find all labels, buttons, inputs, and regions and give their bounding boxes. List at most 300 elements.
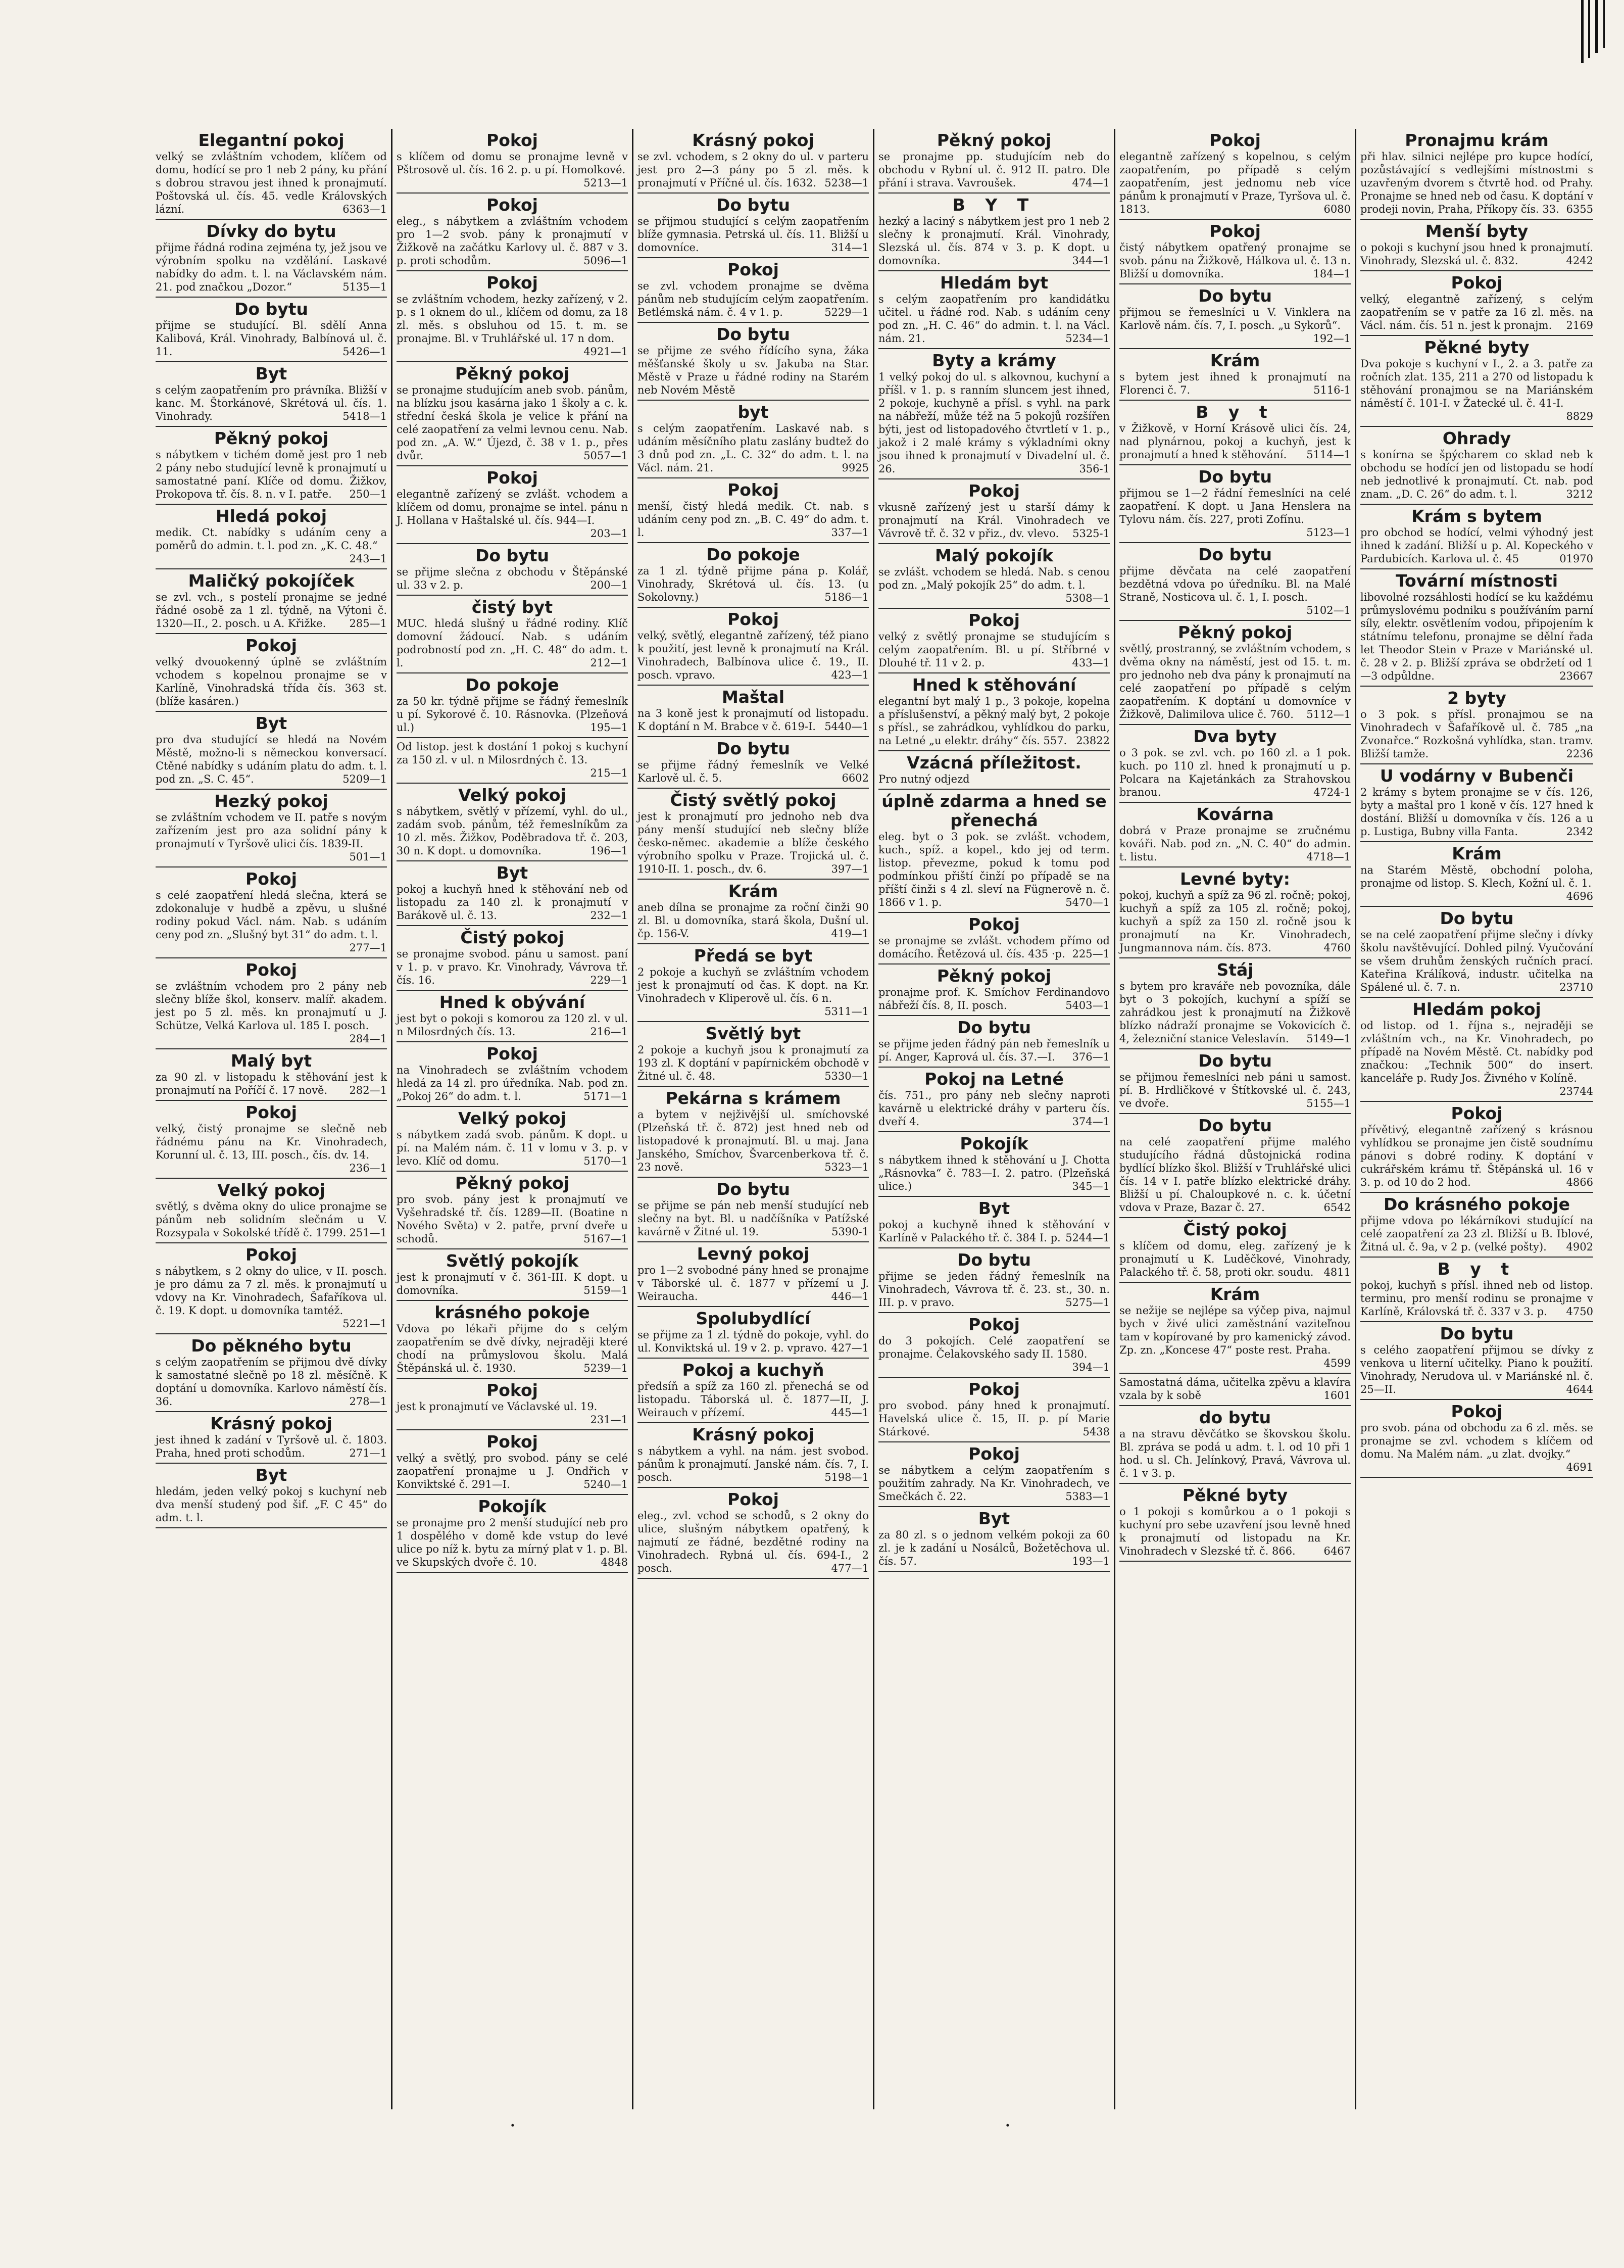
ad-body: [156, 1265, 387, 1330]
ad-text: jest k pronajmutí ve Václavské ul. 19.: [397, 1401, 598, 1413]
ad-text: přijme vdova po lékárníkovi studující na celé zaopatření za 23 zl. Bližší u B. Iblové, Žitná ul. č. 9a, v 2 p. (velké pošty).: [1360, 1215, 1593, 1253]
ad-reference-number: 397—1: [831, 863, 869, 875]
ad-body: [397, 740, 628, 780]
classified-ad: [1360, 336, 1593, 427]
ad-text: s klíčem od domu se pronajme levně v Pštrosově ul. čís. 16 2. p. u pí. Homolkové.: [397, 151, 628, 176]
ad-title: Byty a krámy: [932, 351, 1056, 370]
ad-title: Do bytu: [716, 195, 790, 215]
classified-ad: [397, 271, 628, 362]
ad-reference-number: 5234—1: [1065, 332, 1110, 345]
ad-reference-number: 5239—1: [583, 1362, 628, 1374]
ad-body: [156, 1485, 387, 1524]
ad-body: [397, 1064, 628, 1103]
ad-body: [637, 1380, 869, 1419]
ad-body: [878, 1334, 1110, 1374]
classified-ad: [637, 944, 869, 1022]
ad-body: [1360, 1421, 1593, 1474]
classified-ad: [397, 1042, 628, 1107]
ad-body: [637, 629, 869, 682]
classified-ad: [1360, 1102, 1593, 1193]
ad-title: Pěkný pokoj: [455, 364, 570, 383]
ad-body: [156, 733, 387, 786]
classified-ad: [1119, 1374, 1351, 1406]
ad-title: Levné byty:: [1180, 869, 1290, 889]
ad-reference-number: 5159—1: [583, 1284, 628, 1296]
ad-title: Malý byt: [230, 1051, 312, 1071]
ad-reference-number: 5308—1: [1065, 592, 1110, 604]
ad-reference-number: 200—1: [590, 579, 628, 591]
ad-text: přijme se jeden řádný řemeslník na Vinohradech, Vávrova tř. č. 23. st., 30. n. III. p. v pravo.: [878, 1270, 1110, 1309]
ad-reference-number: 8829: [1566, 410, 1593, 422]
classified-ad: [1360, 764, 1593, 842]
ad-body: [156, 526, 387, 565]
ad-text: s nábytkem v tichém domě jest pro 1 neb 2 pány nebo studující levně k pronajmutí u samostatné paní. Klíče od domu. Žižkov, Prokopova tř. čís. 8. n. v I. patře.: [156, 449, 387, 500]
ad-title: Pokojík: [960, 1134, 1028, 1153]
ad-reference-number: 477—1: [831, 1562, 869, 1574]
ad-body: [156, 150, 387, 216]
ad-body: [1119, 487, 1351, 539]
ad-reference-number: 5229—1: [824, 306, 869, 318]
classified-ad: [878, 913, 1110, 964]
ad-body: [397, 1012, 628, 1038]
ad-text: přijmou se 1—2 řádní řemeslníci na celé zaopatření. K dopt. u Jana Henslera na Tylovu nám. čís. 227, proti Zofínu.: [1119, 487, 1351, 525]
ad-title: Hledám byt: [940, 273, 1048, 293]
ad-text: s nábytkem zadá svob. pánům. K dopt. u pí. na Malém nám. č. 11 v lomu v 3. p. v levo. Klíč od domu.: [397, 1129, 628, 1167]
ad-title: Pokoj: [486, 273, 538, 293]
ad-text: v Žižkově, v Horní Krásově ulici čís. 24, nad plynárnou, pokoj a kuchyň, jest k pronajmutí a hned k stěhování.: [1119, 422, 1351, 461]
ad-title: Hezký pokoj: [214, 791, 328, 811]
ad-title: Pokoj: [245, 1102, 297, 1122]
classified-ad: [1119, 725, 1351, 803]
ad-reference-number: 5426—1: [342, 346, 387, 358]
classified-ad: [156, 1179, 387, 1243]
ad-text: pro obchod se hodící, velmi výhodný jest ihned k zadání. Bližší u p. Al. Kopeckého v Pardubicích. Karlova ul. č. 45: [1360, 526, 1593, 565]
ad-body: [637, 1043, 869, 1083]
classified-ad: [397, 1495, 628, 1573]
ad-text: eleg., zvl. vchod se schodů, s 2 okny do ulice, slušným nábytkem opatřený, k najmutí ze řádné, bezdětné rodiny na Vinohradech. Rybná ul. čís. 694-I., 2 posch.: [637, 1510, 869, 1574]
classified-ad: [878, 1068, 1110, 1132]
ad-title: Do bytu: [1198, 1051, 1272, 1071]
ad-body: [878, 215, 1110, 267]
ad-reference-number: 6355: [1566, 203, 1593, 215]
classified-ad: [397, 362, 628, 466]
classified-ad: [878, 609, 1110, 673]
ad-text: s celým zaopatřením pro kandidátku učitel. u řádné rod. Nab. s udáním ceny pod zn. „H. C. 46“ do admin. t. l. na Václ. nám. 21.: [878, 293, 1110, 345]
ad-reference-number: 23710: [1559, 981, 1593, 993]
ad-title: Pokoj: [486, 468, 538, 488]
ad-reference-number: 2342: [1566, 826, 1593, 838]
classified-ad: [637, 129, 869, 194]
ad-title: Byt: [255, 1465, 287, 1485]
ad-reference-number: 423—1: [831, 669, 869, 681]
ad-text: za 50 kr. týdně přijme se řádný řemeslník u pí. Sykorové č. 10. Rásnovka. (Plzeňová ul.): [397, 695, 628, 734]
ad-text: s nábytkem, s 2 okny do ulice, v II. posch. je pro dámu za 7 zl. měs. k pronajmutí u vdovy na Kr. Vinohradech, Šafaříkova ul. č. 19. K dopt. u domovníka tamtéž.: [156, 1265, 387, 1317]
ad-reference-number: 446—1: [831, 1290, 869, 1302]
ad-title: Levný pokoj: [697, 1244, 810, 1264]
ad-reference-number: 5112—1: [1306, 708, 1351, 720]
ad-text: velký a světlý, pro svobod. pány se celé zaopatření pronajme u J. Ondřich v Konviktské č. 291—I.: [397, 1452, 628, 1490]
ad-reference-number: 4811: [1323, 1266, 1351, 1278]
classified-ad: [397, 544, 628, 596]
ad-text: s konírna se špýcharem co sklad neb k obchodu se hodící jen od listopadu se hodí neb jednotlivé k pronajmutí. Ct. nab. pod znam. „D. C. 26“ do adm. t. l.: [1360, 449, 1593, 500]
ad-title: Předá se byt: [694, 946, 813, 966]
classified-ad: [1119, 1484, 1351, 1562]
ad-body: [637, 1108, 869, 1174]
ad-text: aneb dílna se pronajme za roční činži 90 zl. Bl. u domovníka, stará škola, Dušní ul. čp. 156-V.: [637, 901, 869, 940]
ad-text: se zvl. vchodem, s 2 okny do ul. v parteru jest pro 2—3 pány po 5 zl. měs. k pronajmutí v Příčné ul. čís. 1632.: [637, 151, 869, 189]
ad-title: Do pokoje: [706, 545, 800, 564]
ad-text: se nábytkem a celým zaopatřením s použitím zahrady. Na Kr. Vinohradech, ve Smečkách č. 22.: [878, 1464, 1110, 1503]
ad-text: se přijme řádný řemeslník ve Velké Karlově ul. č. 5.: [637, 759, 869, 784]
ad-text: světlý, prostranný, se zvláštním vchodem, s dvěma okny na náměstí, jest od 15. t. m. pro jednoho neb dva pány k pronajmutí na celé zaopatření po případě s celým zaopatřením. K doptání u domovníce v Žižkově, Dalimilova ulice č. 760.: [1119, 643, 1351, 720]
ad-text: Vdova po lékaři přijme do s celým zaopatřením se dvě dívky, nejraději které chodí na průmyslovou školu. Malá Štěpánská ul. č. 1930.: [397, 1323, 628, 1374]
ad-text: se pronajme svobod. pánu u samost. paní v 1. p. v pravo. Kr. Vinohrady, Vávrova tř. čís. 16.: [397, 948, 628, 986]
ad-body: [878, 1528, 1110, 1568]
ad-reference-number: 345—1: [1072, 1180, 1110, 1192]
ad-text: se přijme slečna z obchodu v Štěpánské ul. 33 v 2. p.: [397, 566, 628, 591]
ad-text: s nábytkem a vyhl. na nám. jest svobod. pánům k pronajmutí. Janské nám. čís. 7, I. posch.: [637, 1445, 869, 1483]
top-corner-marks: [1581, 0, 1611, 66]
classified-ad: [397, 1249, 628, 1301]
ad-body: [397, 1452, 628, 1491]
ad-title: Krásný pokoj: [692, 130, 814, 150]
bottom-mark: ·: [510, 2117, 515, 2134]
ad-body: [397, 1193, 628, 1245]
classified-ad: [156, 790, 387, 867]
ad-title: Pokoj: [727, 260, 779, 279]
ad-title: Pokoj: [968, 481, 1020, 501]
ad-title: Pokoj: [727, 480, 779, 500]
ad-title: Pěkný pokoj: [455, 1173, 570, 1193]
ad-reference-number: 284—1: [349, 1033, 387, 1045]
classified-ad: [1119, 543, 1351, 621]
ad-reference-number: 250—1: [349, 488, 387, 500]
ad-text: eleg., s nábytkem a zvláštním vchodem pro 1—2 svob. pány k pronajmutí v Žižkově na začátku Karlovy ul. č. 887 v 3. p. proti schodům.: [397, 215, 628, 267]
ad-body: [156, 1356, 387, 1408]
ad-body: [156, 655, 387, 708]
ad-reference-number: 212—1: [590, 657, 628, 669]
ad-body: [1360, 708, 1593, 760]
ad-title: Světlý byt: [705, 1024, 801, 1043]
ad-body: [637, 150, 869, 189]
ad-body: [156, 383, 387, 423]
classified-ad: [397, 129, 628, 194]
ad-text: velký, elegantně zařízený, s celým zaopatřením se v patře za 16 zl. měs. na Václ. nám. čís. 51 n. jest k pronajm.: [1360, 293, 1593, 331]
ad-reference-number: 4599: [1323, 1357, 1351, 1369]
ad-title: Velký pokoj: [458, 785, 566, 805]
ad-reference-number: 314—1: [831, 242, 869, 254]
classified-ad: [878, 349, 1110, 479]
ad-text: přijmou se řemeslníci u V. Vinklera na Karlově nám. čís. 7, I. posch. „u Sykorů“.: [1119, 306, 1351, 331]
ad-title: Do krásného pokoje: [1384, 1194, 1570, 1214]
ad-title: Dva byty: [1193, 727, 1277, 746]
classified-ad: [637, 478, 869, 543]
ad-text: se na celé zaopatření přijme slečny i dívky školu navštěvující. Dohled pilný. Vyučování se všem druhům ženských ručních prací. Kateřina Králíková, industr. učitelka na Spálené ul. č. 7. n.: [1360, 929, 1593, 993]
ad-body: [878, 150, 1110, 189]
ad-title: Pěkné byty: [1182, 1485, 1288, 1505]
ad-text: přijme děvčata na celé zaopatření bezdětná vdova po úředníku. Bl. na Malé Straně, Nosticova ul. č. 1, I. posch.: [1119, 565, 1351, 603]
bottom-mark: ·: [1005, 2117, 1010, 2134]
classified-ad: [1119, 621, 1351, 725]
ad-title: Světlý pokojík: [446, 1251, 579, 1271]
ad-body: [878, 1089, 1110, 1128]
ad-reference-number: 1601: [1323, 1389, 1351, 1402]
ad-title: Pokoj: [486, 1044, 538, 1064]
ad-title: Čistý světlý pokoj: [670, 790, 836, 810]
classified-ad: [637, 401, 869, 478]
classified-ad: [878, 479, 1110, 544]
ad-reference-number: 232—1: [590, 909, 628, 922]
ad-body: [156, 1122, 387, 1175]
classified-ad: [878, 129, 1110, 194]
ad-reference-number: 5403—1: [1065, 999, 1110, 1011]
ad-text: se zvlášt. vchodem se hledá. Nab. s cenou pod zn. „Malý pokojík 25“ do adm. t. l.: [878, 566, 1110, 591]
ad-text: 2 pokoje a kuchyň jsou k pronajmutí za 193 zl. K doptání v papírnickém obchodě v Žitné ul. č. 48.: [637, 1044, 869, 1082]
classified-ad: [637, 880, 869, 944]
classified-ad: [156, 505, 387, 569]
classified-ad: [397, 1430, 628, 1495]
classified-ad: [637, 789, 869, 880]
ad-text: vkusně zařízený jest u starší dámy k pronajmutí na Král. Vinohradech ve Vávrově tř. č. 32 v přiz., dv. vlevo.: [878, 501, 1110, 540]
classified-ad: [1360, 1193, 1593, 1258]
ad-text: pokoj, kuchyň a spíž za 96 zl. ročně; pokoj, kuchyň a spíž za 105 zl. ročně; pokoj, kuchyň a spíž za 150 zl. ročně jsou k pronajmutí na Kr. Vinohradech, Jungmannova nám. čís. 873.: [1119, 889, 1351, 954]
ad-body: [1360, 928, 1593, 994]
ad-title: Vzácná příležitost.: [907, 753, 1081, 773]
classified-ad: [637, 1488, 869, 1579]
classified-ad: [397, 194, 628, 271]
ad-reference-number: 4760: [1323, 942, 1351, 954]
ad-column: [633, 129, 874, 2109]
ad-text: jest k pronajmutí v č. 361-III. K dopt. u domovníka.: [397, 1271, 628, 1296]
ad-body: [637, 215, 869, 254]
classified-ad: [878, 1378, 1110, 1442]
classified-ad: [1119, 401, 1351, 465]
ad-reference-number: 427—1: [831, 1342, 869, 1354]
ad-title: Hned k stěhování: [912, 675, 1076, 695]
ad-body: [1360, 1123, 1593, 1189]
ad-reference-number: 4724-1: [1313, 786, 1351, 798]
ad-title: Pokoj: [727, 1489, 779, 1509]
ad-body: [397, 150, 628, 189]
classified-ad: [156, 1412, 387, 1464]
ad-reference-number: 4866: [1566, 1176, 1593, 1188]
ad-title: Do pokoje: [465, 675, 559, 695]
ad-text: velký, čistý pronajme se slečně neb řádnému pánu na Kr. Vinohradech, Korunní ul. č. 13, III. posch., čís. dv. 14.: [156, 1123, 387, 1161]
ad-text: a na stravu děvčátko se škovskou školu. Bl. zpráva se podá u adm. t. l. od 10 při 1 hod. u sl. Ch. Jelínkový, Pravá, Vávrova ul. č. 1 v 3. p.: [1119, 1428, 1351, 1479]
classified-ad: [1119, 1218, 1351, 1283]
classified-ad: [397, 1379, 628, 1430]
ad-body: [1119, 1505, 1351, 1558]
ad-body: [397, 1128, 628, 1168]
classified-ad: [878, 1197, 1110, 1248]
ad-title: Dívky do bytu: [206, 221, 336, 241]
ad-reference-number: 445—1: [831, 1407, 869, 1419]
ad-text: Pro nutný odjezd: [878, 773, 970, 785]
ad-text: se pronajme se zvlášt. vchodem přímo od domácího. Řetězová ul. čís. 435 ·p.: [878, 935, 1110, 960]
ad-text: přívětivý, elegantně zařízený s krásnou vyhlídkou se pronajme jen čistě soudnímu pánovi s dobré rodiny. K doptání v cukrářském krámu tř. Štěpánská ul. 16 v 3. p. od 10 do 2 hod.: [1360, 1124, 1593, 1188]
ad-reference-number: 251—1: [349, 1227, 387, 1239]
ad-reference-number: 192—1: [1313, 332, 1351, 345]
ad-reference-number: 374—1: [1072, 1116, 1110, 1128]
ad-text: s celým zaopatřením pro právníka. Bližší v kanc. M. Štorkánové, Skrétová ul. čís. 1. Vinohrady.: [156, 384, 387, 422]
ad-reference-number: 23667: [1559, 670, 1593, 682]
ad-body: [156, 241, 387, 294]
ad-body: [1360, 241, 1593, 267]
ad-text: velký z světlý pronajme se studujícím s celým zaopatřením. Bl. u pí. Stříbrné v Dlouhé tř. 11 v 2. p.: [878, 631, 1110, 669]
classified-ad: [637, 1307, 869, 1359]
classified-ad: [397, 673, 628, 738]
ad-title: Velký pokoj: [458, 1108, 566, 1128]
ad-body: [637, 966, 869, 1018]
ad-text: se přijme za 1 zl. týdně do pokoje, vyhl. do ul. Konviktská ul. 19 v 2. p. vpravo.: [637, 1329, 869, 1354]
ad-body: [1119, 306, 1351, 345]
ad-title: Čistý pokoj: [460, 928, 564, 947]
ad-title: Byt: [496, 863, 528, 883]
classified-ad: [1119, 1114, 1351, 1218]
ad-text: s klíčem od domu, eleg. zařízený je k pronajmutí u K. Luděčkové, Vinohrady, Palackého tř. č. 58, proti okr. soudu.: [1119, 1240, 1351, 1278]
ad-body: [397, 488, 628, 540]
ad-reference-number: 6602: [842, 772, 869, 784]
ad-reference-number: 5155—1: [1306, 1097, 1351, 1109]
classified-ad: [156, 220, 387, 298]
ad-text: s bytem jest ihned k pronajmutí na Florenci č. 7.: [1119, 371, 1351, 396]
ad-body: [156, 1200, 387, 1239]
classified-ad: [1360, 129, 1593, 220]
classified-ad: [1360, 998, 1593, 1102]
ad-text: s bytem pro kraváře neb povozníka, dále byt o 3 pokojích, kuchyní a spíží se zahrádkou jest k pronajmutí na Žižkově blízko nádraží pronajme se Vokovicích č. 4, železniční stanice Veleslavín.: [1119, 980, 1351, 1045]
ad-text: předsíň a spíž za 160 zl. přenechá se od listopadu. Táborská ul. č. 1877—II, J. Weirauch v přízemí.: [637, 1380, 869, 1419]
ad-text: se zvl. vch., s postelí pronajme se jedné řádné osobě za 1 zl. týdně, na Výtoni č. 1320—II., 2. posch. u A. Křižke.: [156, 591, 387, 630]
ad-reference-number: 5213—1: [583, 177, 628, 189]
ad-text: na celé zaopatření přijme malého studujícího řádná důstojnická rodina bydlící blízko škol. Bližší v Truhlářské ulici čís. 14 v I. patře blízko elektrické dráhy. Bližší u pí. Chaloupkové n. c. k. účetní vdova v Praze, Bazar č. 27.: [1119, 1136, 1351, 1214]
ad-body: [156, 591, 387, 630]
ad-title: Do bytu: [1440, 908, 1514, 928]
ad-text: o pokoji s kuchyní jsou hned k pronajmutí. Vinohrady, Slezská ul. č. 832.: [1360, 242, 1593, 267]
ad-reference-number: 419—1: [831, 928, 869, 940]
ad-title: Pokoj: [727, 609, 779, 629]
ad-reference-number: 243—1: [349, 553, 387, 565]
ad-reference-number: 01970: [1559, 553, 1593, 565]
ad-text: se zvláštním vchodem pro 2 pány neb slečny blíže škol, konserv. malíř. akadem. jest po 5 zl. měs. kn pronajmutí u J. Schütze, Velká Karlova ul. 185 I. posch.: [156, 980, 387, 1032]
ad-body: [637, 1264, 869, 1303]
ad-title: Pokoj a kuchyň: [682, 1360, 824, 1380]
classified-ad: [878, 1442, 1110, 1507]
ad-title: Pokoj: [1209, 130, 1261, 150]
ad-text: s nábytkem ihned k stěhování u J. Chotta „Rásnovka“ č. 783—I. 2. patro. (Plzeňská ulice.): [878, 1154, 1110, 1192]
classified-ad: [397, 991, 628, 1042]
ad-title: Krásný pokoj: [692, 1425, 814, 1444]
ad-text: čís. 751., pro pány neb slečny naproti kavárně u elektrické dráhy v parteru čís. dveří 4.: [878, 1089, 1110, 1128]
ad-text: světlý, s dvěma okny do ulice pronajme se pánům neb solidním slečnám u V. Rozsypala v Sokolské třídě č. 1799.: [156, 1200, 387, 1239]
ad-body: [637, 564, 869, 604]
ad-body: [878, 773, 1110, 786]
ad-text: pro dva studující se hledá na Novém Městě, možno-li s německou konversací. Ctěné nabídky s udáním platu do adm. t. l. pod zn. „S. C. 45“.: [156, 734, 387, 785]
ad-title: Pokoj: [1451, 1103, 1503, 1123]
ad-title: Pokoj: [968, 914, 1020, 934]
classified-ad: [637, 1022, 869, 1087]
ad-text: pokoj, kuchyň s přísl. ihned neb od listop. terminu, pro menší rodinu se pronajme v Karlíně, Královská tř. č. 337 v 3. p.: [1360, 1279, 1593, 1318]
ad-reference-number: 5244—1: [1065, 1232, 1110, 1244]
ad-reference-number: 394—1: [1072, 1361, 1110, 1373]
ad-reference-number: 3212: [1566, 488, 1593, 500]
ad-body: [156, 980, 387, 1045]
ad-reference-number: 5330—1: [824, 1070, 869, 1082]
ad-body: [397, 1400, 628, 1426]
ad-reference-number: 5135—1: [342, 281, 387, 293]
ad-reference-number: 2169: [1566, 319, 1593, 331]
ad-title: Maštal: [721, 687, 785, 707]
ad-reference-number: 5311—1: [824, 1005, 869, 1018]
classified-ad: [878, 964, 1110, 1016]
classified-ad: [397, 596, 628, 673]
classified-ad: [1119, 129, 1351, 220]
ad-body: [397, 1516, 628, 1569]
ad-title: Krám: [1210, 351, 1260, 370]
ad-body: [1119, 889, 1351, 954]
ad-title: Do pěkného bytu: [191, 1336, 352, 1356]
ad-title: Pěkné byty: [1424, 337, 1530, 357]
ad-title: do bytu: [1199, 1408, 1271, 1427]
ad-text: jest ihned k zadání v Tyršově ul. č. 1803. Praha, hned proti schodům.: [156, 1434, 387, 1459]
classified-ad: [637, 1423, 869, 1488]
ad-title: Pokoj: [486, 130, 538, 150]
classified-ad: [878, 1248, 1110, 1313]
ad-body: [397, 565, 628, 592]
ad-reference-number: 278—1: [349, 1395, 387, 1408]
ad-title: Hledá pokoj: [215, 506, 327, 526]
ad-body: [397, 1322, 628, 1375]
ad-text: dobrá v Praze pronajme se zručnému kováři. Nab. pod zn. „N. C. 40“ do admin. t. listu.: [1119, 825, 1351, 863]
ad-title: Pokoj: [1451, 273, 1503, 293]
ad-text: se přijmou studující s celým zaopatřením blíže gymnasia. Petrská ul. čís. 11. Bližší u domovníce.: [637, 215, 869, 254]
ad-title: Stáj: [1216, 960, 1254, 980]
ad-text: s celého zaopatření přijmou se dívky z venkova u literní učitelky. Piano k použití. Vinohrady, Nerudova ul. v Mariánské nl. č. 25—II.: [1360, 1344, 1593, 1395]
ad-text: velký, světlý, elegantně zařízený, též piano k použití, jest levně k pronajmutí na Král. Vinohradech, Balbínova ulice č. 19., II. posch. vpravo.: [637, 630, 869, 681]
ad-title: Do bytu: [1198, 286, 1272, 306]
ad-body: [878, 1153, 1110, 1193]
ad-body: [397, 293, 628, 358]
ad-reference-number: 4848: [601, 1556, 628, 1568]
ad-text: MUC. hledá slušný u řádné rodiny. Klíč domovní žádoucí. Nab. s udáním podrobností pod zn. „H. C. 48“ do adm. t. l.: [397, 617, 628, 669]
classified-ad: [878, 1016, 1110, 1068]
classified-ad: [156, 1049, 387, 1101]
ad-reference-number: 277—1: [349, 942, 387, 954]
classified-ad: [1360, 907, 1593, 998]
ad-title: B y t: [1196, 402, 1274, 422]
ad-body: [878, 986, 1110, 1012]
ad-title: Pokoj: [968, 1444, 1020, 1464]
ad-title: Byt: [978, 1198, 1010, 1218]
classified-ad: [156, 129, 387, 220]
ad-body: [637, 1199, 869, 1238]
classified-ad: [1119, 803, 1351, 867]
classified-ad: [1119, 1049, 1351, 1114]
ad-title: krásného pokoje: [434, 1302, 590, 1322]
classified-ad: [1360, 1258, 1593, 1322]
classified-ad: [637, 737, 869, 789]
ad-column: [1115, 129, 1356, 2109]
ad-reference-number: 6080: [1323, 203, 1351, 215]
ad-title: Do bytu: [716, 1179, 790, 1199]
ad-text: na Vinohradech se zvláštním vchodem hledá za 14 zl. pro úředníka. Nab. pod zn. „Pokoj 26“ do adm. t. l.: [397, 1064, 628, 1102]
ad-body: [1119, 980, 1351, 1045]
ad-body: [1360, 1214, 1593, 1253]
ad-body: [397, 1271, 628, 1297]
ad-reference-number: 5325-1: [1072, 527, 1110, 540]
classified-ad: [156, 569, 387, 634]
ad-text: a bytem v nejživější ul. smíchovské (Plzeňská tř. č. 872) jest hned neb od listopadové k pronajmutí. Bl. u maj. Jana Janského, Smíchov, Švarcenberkova tř. č. 23 nově.: [637, 1108, 869, 1173]
ad-reference-number: 6542: [1323, 1201, 1351, 1214]
